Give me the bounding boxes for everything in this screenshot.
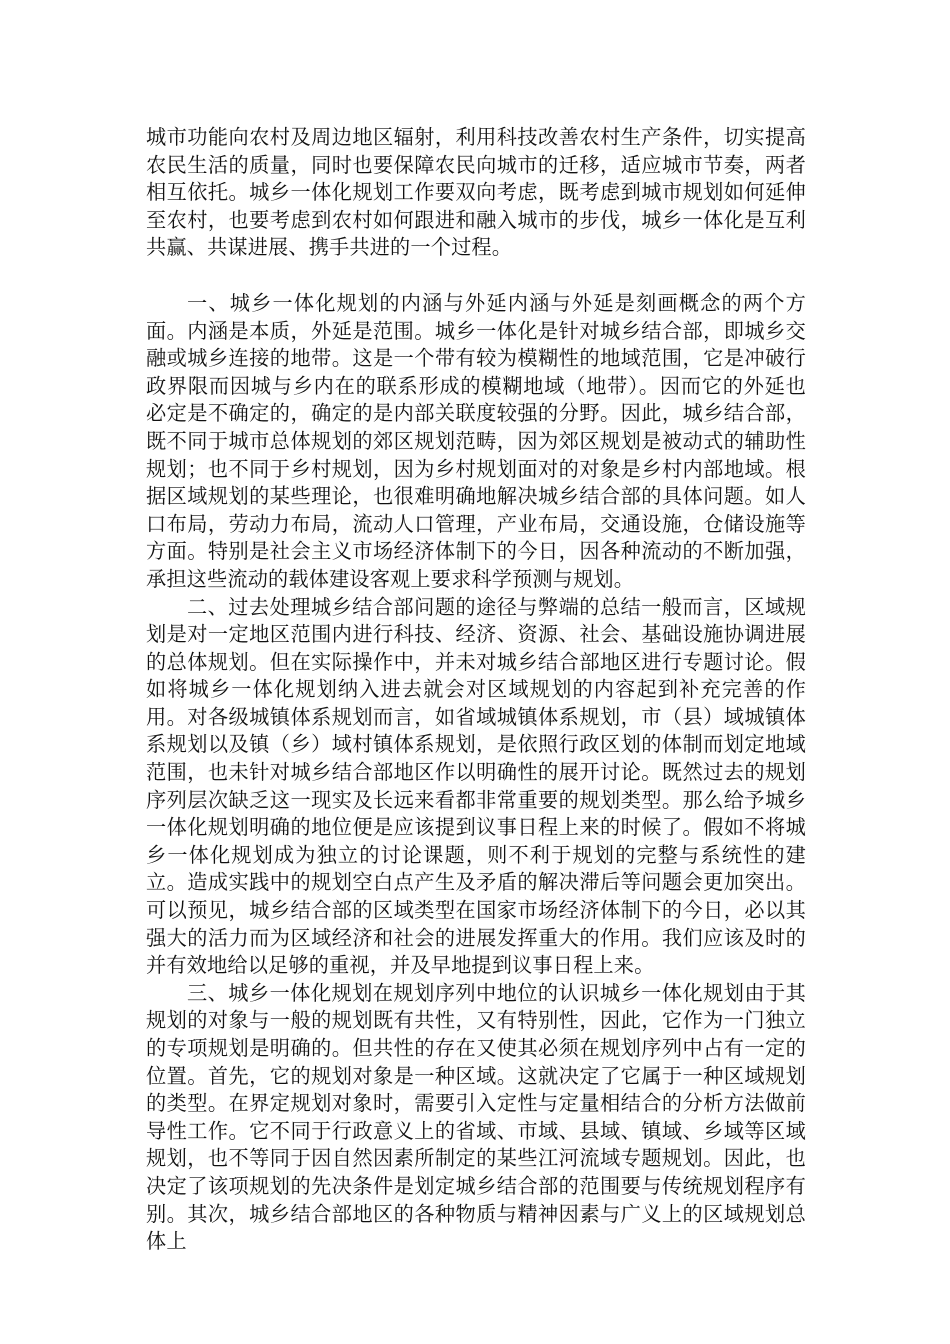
paragraph-intro: 城市功能向农村及周边地区辐射，利用科技改善农村生产条件，切实提高农民生活的质量，同时也要保障农民向城市的迁移，适应城市节奏，两者相互依托。城乡一体化规划工作要双向考虑，既考虑到城市规划如何延伸至农村，也要考虑到农村如何跟进和融入城市的步伐，城乡一体化是互利共赢、共谋进展、携手共进的一个过程。	[146, 125, 806, 260]
paragraph-section-two: 二、过去处理城乡结合部问题的途径与弊端的总结一般而言，区域规划是对一定地区范围内进行科技、经济、资源、社会、基础设施协调进展的总体规划。但在实际操作中，并未对城乡结合部地区进行专题讨论。假如将城乡一体化规划纳入进去就会对区域规划的内容起到补充完善的作用。对各级城镇体系规划而言，如省域城镇体系规划，市（县）域城镇体系规划以及镇（乡）域村镇体系规划，是依照行政区划的体制而划定地域范围，也未针对城乡结合部地区作以明确性的展开讨论。既然过去的规划序列层次缺乏这一现实及长远来看都非常重要的规划类型。那么给予城乡一体化规划明确的地位便是应该提到议事日程上来的时候了。假如不将城乡一体化规划成为独立的讨论课题，则不利于规划的完整与系统性的建立。造成实践中的规划空白点产生及矛盾的解决滞后等问题会更加突出。可以预见，城乡结合部的区域类型在国家市场经济体制下的今日，必以其强大的活力而为区域经济和社会的进展发挥重大的作用。我们应该及时的并有效地给以足够的重视，并及早地提到议事日程上来。	[146, 594, 806, 978]
paragraph-section-three: 三、城乡一体化规划在规划序列中地位的认识城乡一体化规划由于其规划的对象与一般的规划既有共性，又有特别性，因此，它作为一门独立的专项规划是明确的。但共性的存在又使其必须在规划序列中占有一定的位置。首先，它的规划对象是一种区域。这就决定了它属于一种区域规划的类型。在界定规划对象时，需要引入定性与定量相结合的分析方法做前导性工作。它不同于行政意义上的省域、市域、县域、镇域、乡域等区域规划，也不等同于因自然因素所制定的某些江河流域专题规划。因此，也决定了该项规划的先决条件是划定城乡结合部的范围要与传统规划程序有别。其次，城乡结合部地区的各种物质与精神因素与广义上的区域规划总体上	[146, 980, 806, 1254]
document-body	[146, 124, 806, 1256]
paragraph-section-one: 一、城乡一体化规划的内涵与外延内涵与外延是刻画概念的两个方面。内涵是本质，外延是范围。城乡一体化是针对城乡结合部，即城乡交融或城乡连接的地带。这是一个带有较为模糊性的地域范围，它是冲破行政界限而因城与乡内在的联系形成的模糊地域（地带）。因而它的外延也必定是不确定的，确定的是内部关联度较强的分野。因此，城乡结合部，既不同于城市总体规划的郊区规划范畴，因为郊区规划是被动式的辅助性规划；也不同于乡村规划，因为乡村规划面对的对象是乡村内部地域。根据区域规划的某些理论，也很难明确地解决城乡结合部的具体问题。如人口布局，劳动力布局，流动人口管理，产业布局，交通设施，仓储设施等方面。特别是社会主义市场经济体制下的今日，因各种流动的不断加强，承担这些流动的载体建设客观上要求科学预测与规划。	[146, 290, 806, 591]
